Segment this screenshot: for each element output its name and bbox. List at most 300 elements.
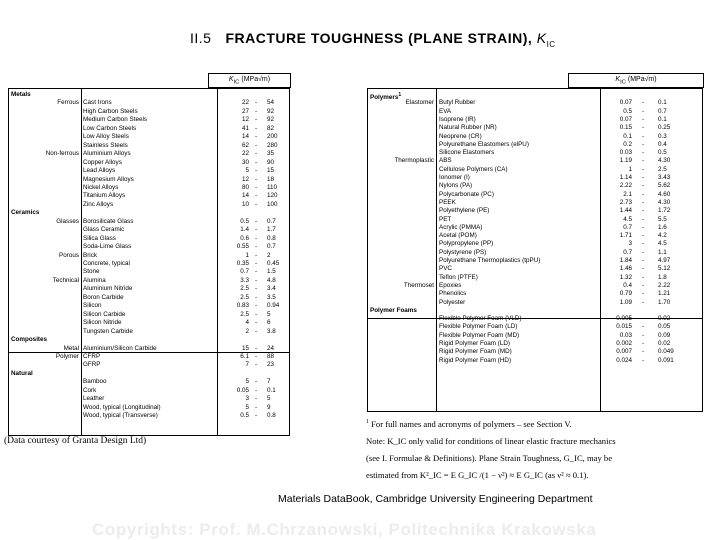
range-dash: - xyxy=(255,319,258,327)
cell-mat: Polyester xyxy=(439,298,466,306)
cell-hi: 6 xyxy=(267,319,271,327)
table-row xyxy=(368,191,702,199)
right-table-header: $K_{IC}$ (MPa√m) xyxy=(568,73,704,88)
cell-hi: 1.1 xyxy=(658,248,667,256)
range-dash: - xyxy=(255,107,258,115)
cell-hi: 0.5 xyxy=(658,149,667,157)
cell-mat: Polyethylene (PE) xyxy=(439,207,490,215)
cell-hi: 4.2 xyxy=(658,232,667,240)
cell-lo: 0.05 xyxy=(236,386,249,394)
cell-lo: 27 xyxy=(241,107,249,115)
table-row xyxy=(368,108,702,116)
cell-hi: 0.3 xyxy=(658,132,667,140)
cell-mat: Low Carbon Steels xyxy=(83,124,137,132)
cell-hi: 0.7 xyxy=(267,217,276,225)
table-row xyxy=(9,328,289,336)
table-row xyxy=(9,108,289,116)
cell-lo: 0.015 xyxy=(616,323,632,331)
cell-hi: 92 xyxy=(267,107,275,115)
cell-mat: EVA xyxy=(439,107,452,115)
table-row xyxy=(368,207,702,215)
cell-mat: Soda-Lime Glass xyxy=(83,243,132,251)
cell-hi: 280 xyxy=(267,141,278,149)
cell-hi: 3.43 xyxy=(658,174,671,181)
cell-cls: Elastomer xyxy=(405,99,434,107)
table-row xyxy=(9,167,289,175)
range-dash: - xyxy=(642,124,645,132)
range-dash: - xyxy=(255,226,258,234)
table-row xyxy=(9,395,289,403)
cell-lo: 6.1 xyxy=(240,352,249,360)
cell-hi: 1.70 xyxy=(658,298,671,306)
table-row xyxy=(368,323,702,331)
cell-hi: 3.5 xyxy=(267,293,276,301)
table-row xyxy=(9,99,289,107)
copyright-watermark: Copyrights: Prof. M.Chrzanowski, Politechnika Krakowska xyxy=(92,520,597,539)
range-dash: - xyxy=(255,302,258,310)
range-dash: - xyxy=(642,290,645,298)
cell-hi: 1.6 xyxy=(658,223,667,231)
table-row xyxy=(9,159,289,167)
cell-cls: Polymer xyxy=(55,352,79,360)
table-row xyxy=(368,99,702,107)
cell-lo: 1.71 xyxy=(619,232,632,240)
table-row xyxy=(9,260,289,268)
cell-hi: 4.8 xyxy=(267,276,276,284)
cell-hi: 0.1 xyxy=(658,99,667,107)
cell-mat: Butyl Rubber xyxy=(439,99,476,107)
cell-mat: Rigid Polymer Foam (HD) xyxy=(439,356,512,364)
table-row xyxy=(368,149,702,157)
cell-lo: 0.6 xyxy=(240,234,249,242)
cell-lo: 0.35 xyxy=(236,260,249,267)
cell-cls: Metal xyxy=(63,344,79,352)
cell-mat: Wood, typical (Longitudinal) xyxy=(83,403,161,411)
cell-lo: 14 xyxy=(241,133,249,141)
cell-lo: 2.1 xyxy=(623,190,632,198)
cell-hi: 3.8 xyxy=(267,327,276,335)
cell-mat: Stainless Steels xyxy=(83,141,128,149)
cell-mat: PEEK xyxy=(439,198,456,206)
cell-grp: Composites xyxy=(11,336,48,344)
range-dash: - xyxy=(255,285,258,293)
cell-mat: High Carbon Steels xyxy=(83,107,138,115)
cell-lo: 2 xyxy=(245,327,249,335)
table-row xyxy=(368,91,702,102)
table-row xyxy=(9,370,289,378)
cell-hi: 82 xyxy=(267,124,275,132)
cell-lo: 0.07 xyxy=(619,99,632,107)
table-row xyxy=(9,243,289,251)
cell-cls: Non-ferrous xyxy=(45,150,79,158)
table-row xyxy=(368,357,702,365)
cell-lo: 30 xyxy=(241,158,249,166)
cell-lo: 14 xyxy=(241,192,249,200)
footnotes xyxy=(366,414,616,484)
table-row xyxy=(368,282,702,290)
table-row xyxy=(368,157,702,165)
table-row xyxy=(368,348,702,356)
range-dash: - xyxy=(255,276,258,284)
cell-grp: Metals xyxy=(11,91,31,98)
table-row xyxy=(9,311,289,319)
cell-mat: Acetal (POM) xyxy=(439,232,477,240)
cell-lo: 0.5 xyxy=(240,412,249,420)
cell-hi: 5.12 xyxy=(658,265,671,273)
cell-lo: 41 xyxy=(241,124,249,132)
cell-hi: 5 xyxy=(267,395,271,403)
source-caption: Materials DataBook, Cambridge University Engineering Department xyxy=(278,493,593,505)
cell-cls: Glasses xyxy=(56,217,79,225)
cell-mat: ABS xyxy=(439,157,452,165)
range-dash: - xyxy=(255,268,258,276)
cell-hi: 23 xyxy=(267,361,275,369)
cell-hi: 0.8 xyxy=(267,234,276,242)
cell-cls: Technical xyxy=(52,276,79,284)
cell-hi: 24 xyxy=(267,344,275,352)
cell-lo: 3 xyxy=(245,395,249,403)
cell-mat: Concrete, typical xyxy=(83,260,130,267)
table-row xyxy=(9,387,289,395)
cell-lo: 0.5 xyxy=(240,217,249,225)
table-row xyxy=(368,240,702,248)
range-dash: - xyxy=(642,248,645,256)
cell-mat: Brick xyxy=(83,251,97,259)
table-row xyxy=(368,133,702,141)
cell-hi: 92 xyxy=(267,116,275,124)
cell-mat: GFRP xyxy=(83,361,101,369)
cell-mat: Polystyrene (PS) xyxy=(439,248,487,256)
cell-mat: Stone xyxy=(83,268,100,276)
left-table-header: $K_{IC}$ (MPa√m) xyxy=(208,73,291,88)
cell-mat: Cork xyxy=(83,386,97,394)
cell-hi: 0.4 xyxy=(658,140,667,148)
range-dash: - xyxy=(255,124,258,132)
range-dash: - xyxy=(255,251,258,259)
table-row xyxy=(9,412,289,420)
table-row xyxy=(9,252,289,260)
title-text: FRACTURE TOUGHNESS (PLANE STRAIN), xyxy=(225,30,533,46)
table-row xyxy=(368,315,702,323)
cell-lo: 1.14 xyxy=(619,174,632,181)
table-row xyxy=(368,166,702,174)
range-dash: - xyxy=(255,395,258,403)
cell-lo: 3 xyxy=(628,240,632,248)
cell-lo: 1.46 xyxy=(619,265,632,273)
cell-grp: Polymer Foams xyxy=(370,306,417,314)
table-row xyxy=(9,319,289,327)
cell-lo: 0.1 xyxy=(623,132,632,140)
table-row xyxy=(9,353,289,361)
cell-lo: 0.55 xyxy=(236,243,249,251)
cell-lo: 1 xyxy=(245,251,249,259)
cell-hi: 1.8 xyxy=(658,273,667,281)
cell-hi: 88 xyxy=(267,352,275,360)
range-dash: - xyxy=(255,150,258,158)
table-row xyxy=(368,307,702,315)
range-dash: - xyxy=(255,183,258,191)
cell-mat: Rigid Polymer Foam (LD) xyxy=(439,340,511,347)
cell-mat: Cast Irons xyxy=(83,99,112,107)
cell-hi: 2.22 xyxy=(658,281,671,289)
footnote-formula: estimated from K²_IC = E G_IC /(1 − ν²) ≈ E G_IC (as ν² ≈ 0.1). xyxy=(366,469,589,480)
range-dash: - xyxy=(642,240,645,248)
cell-lo: 3.3 xyxy=(240,276,249,284)
cell-hi: 1.7 xyxy=(267,226,276,234)
cell-mat: Nylons (PA) xyxy=(439,182,473,190)
table-row xyxy=(9,235,289,243)
cell-lo: 1.32 xyxy=(619,273,632,281)
cell-hi: 0.1 xyxy=(658,115,667,123)
range-dash: - xyxy=(255,217,258,225)
footnote-1: $^1$ For full names and acronyms of polymers – see Section V. xyxy=(366,418,572,429)
cell-mat: Glass Ceramic xyxy=(83,226,125,234)
range-dash: - xyxy=(642,273,645,281)
range-dash: - xyxy=(642,215,645,223)
cell-mat: Low Alloy Steels xyxy=(83,133,129,141)
table-row xyxy=(9,345,289,353)
cell-lo: 4.5 xyxy=(623,215,632,223)
cell-mat: Natural Rubber (NR) xyxy=(439,124,497,132)
cell-mat: Epoxies xyxy=(439,281,462,289)
table-row xyxy=(368,216,702,224)
cell-lo: 0.4 xyxy=(623,281,632,289)
cell-mat: Aluminium/Silicon Carbide xyxy=(83,344,157,352)
cell-lo: 12 xyxy=(241,175,249,183)
table-row xyxy=(9,302,289,310)
left-toughness-table xyxy=(8,76,290,436)
table-row xyxy=(368,141,702,149)
cell-hi: 4.30 xyxy=(658,157,671,165)
table-row xyxy=(9,142,289,150)
range-dash: - xyxy=(642,315,645,323)
cell-mat: Neoprene (CR) xyxy=(439,132,482,140)
range-dash: - xyxy=(642,182,645,190)
cell-lo: 2.5 xyxy=(240,310,249,318)
cell-grp: Natural xyxy=(11,369,33,377)
cell-lo: 1.44 xyxy=(619,207,632,215)
range-dash: - xyxy=(642,149,645,157)
range-dash: - xyxy=(255,378,258,386)
range-dash: - xyxy=(255,293,258,301)
table-row xyxy=(9,184,289,192)
range-dash: - xyxy=(642,198,645,206)
cell-hi: 0.05 xyxy=(658,323,671,331)
range-dash: - xyxy=(255,243,258,251)
range-dash: - xyxy=(642,265,645,273)
cell-hi: 0.1 xyxy=(267,386,276,394)
cell-lo: 22 xyxy=(241,150,249,158)
table-row xyxy=(368,124,702,132)
range-dash: - xyxy=(255,386,258,394)
cell-lo: 0.79 xyxy=(619,290,632,298)
range-dash: - xyxy=(255,260,258,267)
cell-hi: 0.02 xyxy=(658,340,671,347)
table-row xyxy=(9,125,289,133)
cell-mat: Polypropylene (PP) xyxy=(439,240,494,248)
cell-lo: 10 xyxy=(241,200,249,208)
range-dash: - xyxy=(642,298,645,306)
range-dash: - xyxy=(642,281,645,289)
cell-lo: 1.4 xyxy=(240,226,249,234)
cell-mat: Leather xyxy=(83,395,105,403)
range-dash: - xyxy=(642,174,645,181)
table-row xyxy=(9,116,289,124)
range-dash: - xyxy=(642,223,645,231)
cell-lo: 12 xyxy=(241,116,249,124)
cell-cls: Thermoset xyxy=(403,281,434,289)
cell-mat: Polycarbonate (PC) xyxy=(439,190,494,198)
cell-lo: 4 xyxy=(245,319,249,327)
cell-hi: 5.62 xyxy=(658,182,671,190)
range-dash: - xyxy=(642,257,645,264)
table-row xyxy=(9,218,289,226)
range-dash: - xyxy=(255,412,258,420)
cell-mat: Tungsten Carbide xyxy=(83,327,133,335)
range-dash: - xyxy=(642,157,645,165)
cell-lo: 0.03 xyxy=(619,149,632,157)
table-row xyxy=(9,176,289,184)
range-dash: - xyxy=(255,344,258,352)
table-row xyxy=(368,257,702,265)
cell-mat: Flexible Polymer Foam (LD) xyxy=(439,323,518,331)
cell-cls: Porous xyxy=(59,251,79,259)
range-dash: - xyxy=(642,115,645,123)
cell-hi: 200 xyxy=(267,133,278,141)
cell-lo: 5 xyxy=(245,378,249,386)
cell-hi: 90 xyxy=(267,158,275,166)
cell-cls: Thermoplastic xyxy=(394,157,434,165)
cell-mat: Bamboo xyxy=(83,378,107,386)
range-dash: - xyxy=(642,207,645,215)
cell-hi: 4.30 xyxy=(658,198,671,206)
cell-lo: 0.7 xyxy=(623,248,632,256)
cell-lo: 0.007 xyxy=(616,348,632,356)
cell-hi: 0.45 xyxy=(267,260,280,267)
table-row xyxy=(368,249,702,257)
range-dash: - xyxy=(255,116,258,124)
cell-mat: Flexible Polymer Foam (MD) xyxy=(439,331,520,339)
table-row xyxy=(368,265,702,273)
cell-mat: Alumina xyxy=(83,276,106,284)
table-row xyxy=(9,268,289,276)
cell-lo: 1 xyxy=(628,165,632,173)
cell-hi: 4.5 xyxy=(658,240,667,248)
cell-mat: Silicone Elastomers xyxy=(439,149,495,157)
cell-mat: Zinc Alloys xyxy=(83,200,114,208)
range-dash: - xyxy=(642,99,645,107)
cell-lo: 0.5 xyxy=(623,107,632,115)
range-dash: - xyxy=(642,190,645,198)
cell-mat: PVC xyxy=(439,265,452,273)
table-row xyxy=(9,150,289,158)
cell-hi: 0.049 xyxy=(658,348,674,356)
cell-grp: Ceramics xyxy=(11,209,40,217)
cell-lo: 2.22 xyxy=(619,182,632,190)
table-row xyxy=(368,290,702,298)
cell-lo: 1.84 xyxy=(619,257,632,264)
range-dash: - xyxy=(642,356,645,364)
table-row xyxy=(9,404,289,412)
cell-lo: 7 xyxy=(245,361,249,369)
cell-lo: 5 xyxy=(245,403,249,411)
cell-hi: 100 xyxy=(267,200,278,208)
cell-mat: PET xyxy=(439,215,452,223)
cell-hi: 0.94 xyxy=(267,302,280,310)
cell-mat: Lead Alloys xyxy=(83,167,116,175)
cell-lo: 2.5 xyxy=(240,293,249,301)
table-row xyxy=(368,232,702,240)
table-row xyxy=(368,299,702,307)
range-dash: - xyxy=(255,234,258,242)
range-dash: - xyxy=(255,141,258,149)
table-row xyxy=(9,133,289,141)
cell-hi: 18 xyxy=(267,175,275,183)
cell-hi: 120 xyxy=(267,192,278,200)
cell-hi: 1.5 xyxy=(267,268,276,276)
cell-hi: 0.7 xyxy=(267,243,276,251)
cell-hi: 1.21 xyxy=(658,290,671,298)
cell-mat: CFRP xyxy=(83,352,101,360)
table-row xyxy=(9,91,289,99)
cell-lo: 1.09 xyxy=(619,298,632,306)
range-dash: - xyxy=(642,348,645,356)
cell-mat: Teflon (PTFE) xyxy=(439,273,478,281)
footnote-marker: 1 xyxy=(398,92,402,98)
cell-mat: Medium Carbon Steels xyxy=(83,116,148,124)
cell-hi: 3.4 xyxy=(267,285,276,293)
range-dash: - xyxy=(255,133,258,141)
cell-mat: Borosilicate Glass xyxy=(83,217,134,225)
cell-lo: 0.7 xyxy=(623,223,632,231)
page-title xyxy=(190,30,556,49)
table-row xyxy=(9,209,289,217)
cell-lo: 62 xyxy=(241,141,249,149)
cell-mat: Nickel Alloys xyxy=(83,183,119,191)
range-dash: - xyxy=(255,352,258,360)
table-row xyxy=(368,116,702,124)
table-row xyxy=(9,277,289,285)
cell-mat: Cellulose Polymers (CA) xyxy=(439,165,508,173)
cell-hi: 0.02 xyxy=(658,315,671,323)
cell-lo: 0.7 xyxy=(240,268,249,276)
table-row xyxy=(368,224,702,232)
range-dash: - xyxy=(255,192,258,200)
cell-lo: 0.07 xyxy=(619,115,632,123)
cell-hi: 110 xyxy=(267,183,278,191)
cell-hi: 7 xyxy=(267,378,271,386)
cell-mat: Magnesium Alloys xyxy=(83,175,134,183)
cell-lo: 5 xyxy=(245,167,249,175)
cell-mat: Polyurethane Elastomers (elPU) xyxy=(439,140,529,148)
cell-mat: Rigid Polymer Foam (MD) xyxy=(439,348,512,356)
table-row xyxy=(9,361,289,369)
cell-hi: 5 xyxy=(267,310,271,318)
cell-mat: Silicon Nitride xyxy=(83,319,122,327)
cell-mat: Wood, typical (Transverse) xyxy=(83,412,158,420)
cell-mat: Flexible Polymer Foam (VLD) xyxy=(439,315,522,323)
cell-mat: Titanium Alloys xyxy=(83,192,126,200)
cell-hi: 2 xyxy=(267,251,271,259)
cell-mat: Aluminium Alloys xyxy=(83,150,131,158)
cell-lo: 0.15 xyxy=(619,124,632,132)
cell-mat: Phenolics xyxy=(439,290,467,298)
footnote-validity: Note: K_IC only valid for conditions of linear elastic fracture mechanics xyxy=(366,435,616,446)
cell-hi: 35 xyxy=(267,150,275,158)
cell-mat: Aluminium Nitride xyxy=(83,285,133,293)
cell-mat: Isoprene (IR) xyxy=(439,115,476,123)
cell-lo: 0.03 xyxy=(619,331,632,339)
